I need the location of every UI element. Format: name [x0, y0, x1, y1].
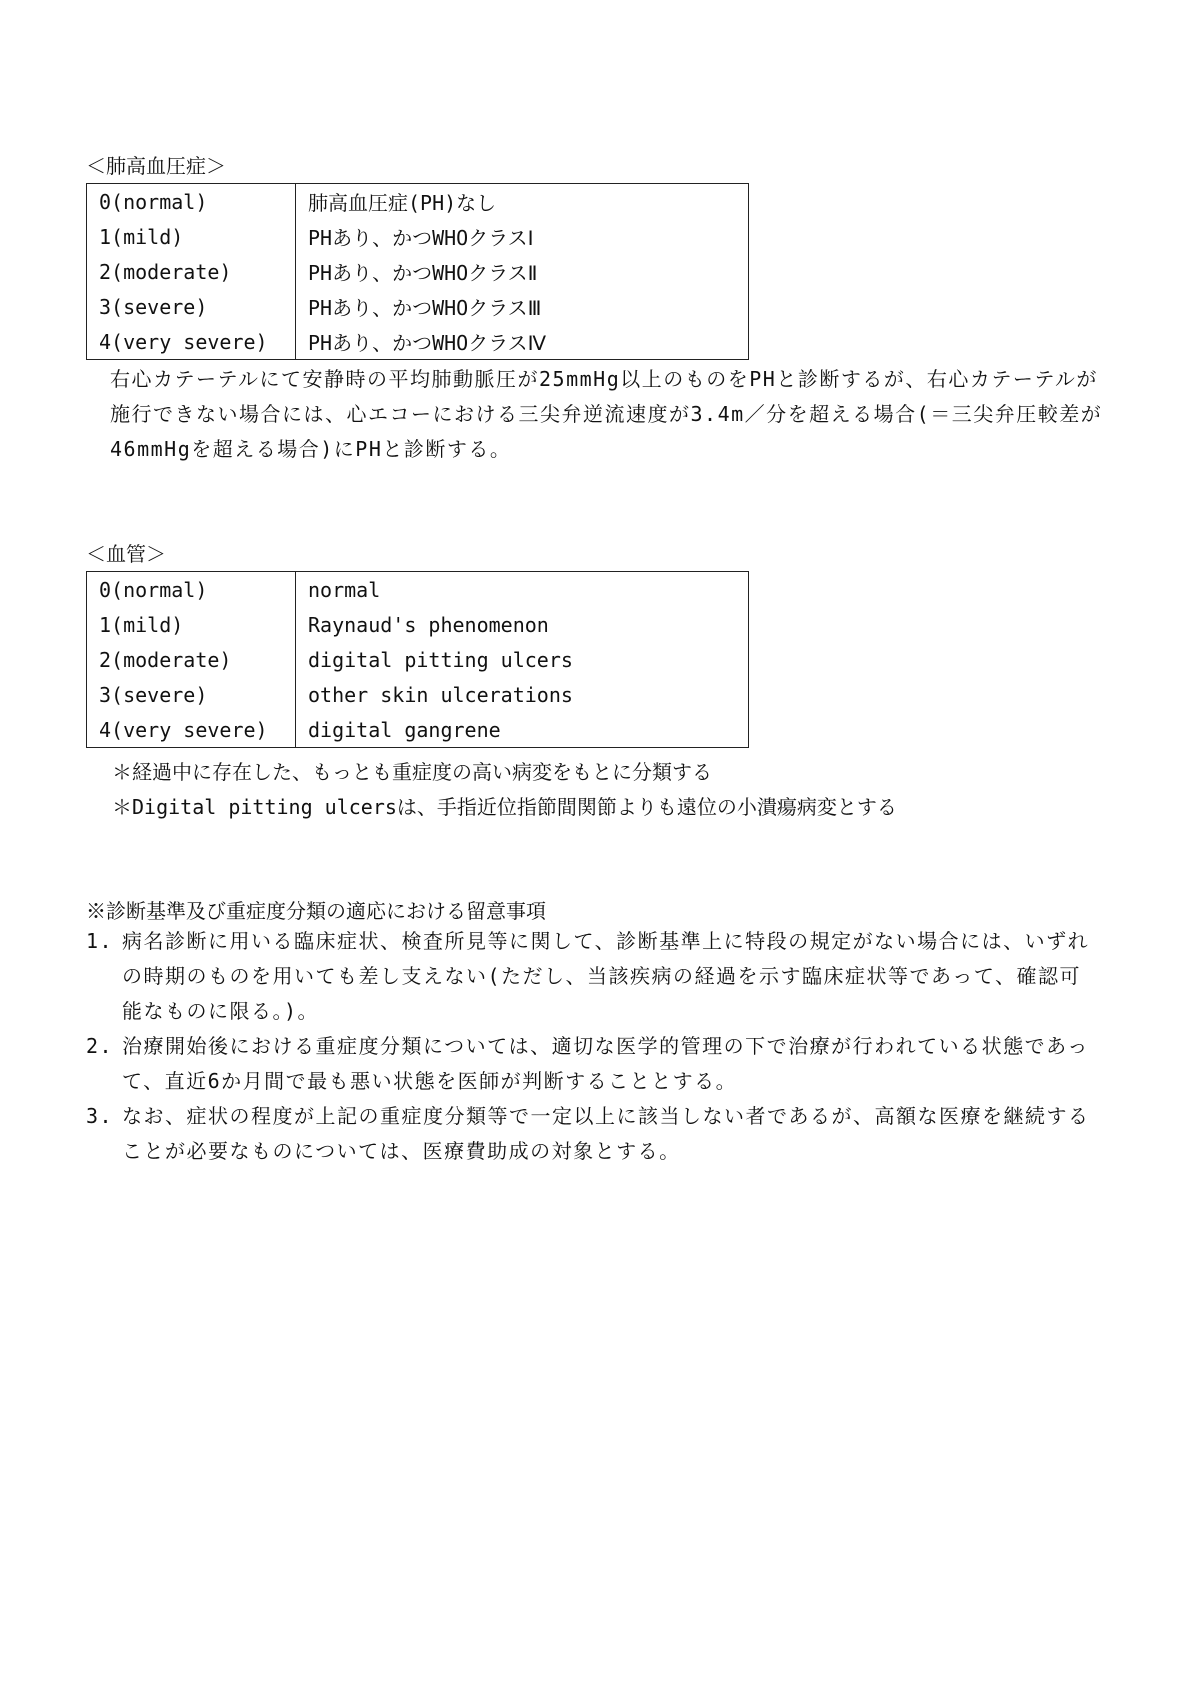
table-row: [87, 184, 749, 220]
grade-cell: 2(moderate): [87, 642, 296, 677]
remarks-heading: ※診断基準及び重症度分類の適応における留意事項: [86, 899, 546, 923]
item-text: なお、症状の程度が上記の重症度分類等で一定以上に該当しない者であるが、高額な医療を継続することが必要なものについては、医療費助成の対象とする。: [122, 1104, 1090, 1163]
grade-cell: 4(very severe): [87, 712, 296, 748]
desc-cell: digital gangrene: [308, 717, 501, 742]
desc-cell: other skin ulcerations: [308, 682, 573, 707]
grade-cell: 0(normal): [87, 184, 296, 220]
vessel-note-2: ＊Digital pitting ulcersは、手指近位指節間関節よりも遠位の小潰瘍病変とする: [112, 795, 897, 819]
desc-cell: PHあり、かつWHOクラスⅡ: [308, 261, 538, 285]
ph-note: 右心カテーテルにて安静時の平均肺動脈圧が25mmHg以上のものをPHと診断するが、右心カテーテルが施行できない場合には、心エコーにおける三尖弁逆流速度が3.4m／分を超える場合(＝三尖弁圧較差が46mmHgを超える場合)にPHと診断する。: [110, 367, 1103, 461]
grade-cell: 2(moderate): [87, 254, 296, 289]
desc-cell: PHあり、かつWHOクラスⅠ: [308, 226, 534, 250]
table-row: [87, 607, 749, 642]
vessel-note-1: ＊経過中に存在した、もっとも重症度の高い病変をもとに分類する: [112, 760, 712, 784]
grade-cell: 1(mild): [87, 607, 296, 642]
desc-cell: Raynaud's phenomenon: [308, 612, 549, 637]
grade-cell: 4(very severe): [87, 324, 296, 360]
grade-cell: 1(mild): [87, 219, 296, 254]
item-number: 2.: [86, 1034, 114, 1058]
item-text: 病名診断に用いる臨床症状、検査所見等に関して、診断基準上に特段の規定がない場合には、いずれの時期のものを用いても差し支えない(ただし、当該疾病の経過を示す臨床症状等であって、確認可能なものに限る。)。: [122, 929, 1090, 1023]
list-item: [86, 924, 1096, 1029]
grade-cell: 3(severe): [87, 289, 296, 324]
list-item: [86, 1099, 1096, 1169]
table-row: [87, 219, 749, 254]
table-row: [87, 289, 749, 324]
table-row: [87, 712, 749, 748]
table-row: [87, 572, 749, 608]
table-row: [87, 677, 749, 712]
desc-cell: PHあり、かつWHOクラスⅣ: [308, 331, 547, 355]
list-item: [86, 1029, 1096, 1099]
table-row: [87, 324, 749, 360]
remarks-list: [86, 924, 1096, 1169]
item-number: 1.: [86, 929, 114, 953]
vessel-heading: ＜血管＞: [86, 542, 166, 566]
grade-cell: 3(severe): [87, 677, 296, 712]
table-row: [87, 254, 749, 289]
desc-cell: 肺高血圧症(PH)なし: [308, 191, 497, 215]
ph-severity-table: [86, 183, 749, 360]
vessel-severity-table: [86, 571, 749, 748]
desc-cell: normal: [308, 577, 381, 602]
desc-cell: PHあり、かつWHOクラスⅢ: [308, 296, 542, 320]
ph-heading: ＜肺高血圧症＞: [86, 154, 226, 178]
item-number: 3.: [86, 1104, 114, 1128]
grade-cell: 0(normal): [87, 572, 296, 608]
item-text: 治療開始後における重症度分類については、適切な医学的管理の下で治療が行われている状態であって、直近6か月間で最も悪い状態を医師が判断することとする。: [122, 1034, 1089, 1093]
desc-cell: digital pitting ulcers: [308, 647, 573, 672]
table-row: [87, 642, 749, 677]
